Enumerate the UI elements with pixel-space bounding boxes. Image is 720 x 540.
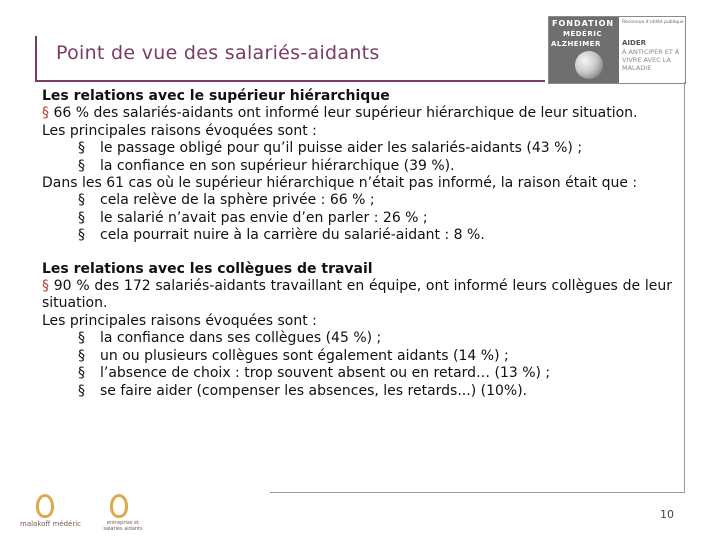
logo-line3: ALZHEIMER <box>551 40 601 48</box>
bullet-icon: § <box>78 192 85 209</box>
section1-reasons-label: Les principales raisons évoquées sont : <box>42 122 317 139</box>
logo-aider: AIDER <box>622 39 647 47</box>
list-item <box>42 227 672 244</box>
title-rule-vertical <box>35 36 37 82</box>
logo-tagline: Reconnue d'utilité publique <box>622 20 684 25</box>
section2-heading: Les relations avec les collègues de travail <box>42 260 373 277</box>
frame-right-border <box>684 82 685 492</box>
list-item-text: la confiance en son supérieur hiérarchique (39 %). <box>100 157 455 174</box>
slide-content <box>42 88 672 400</box>
logo-subtitle: À ANTICIPER ET À VIVRE AVEC LA MALADIE <box>622 48 680 73</box>
list-item-text: un ou plusieurs collègues sont également aidants (14 %) ; <box>100 347 509 364</box>
list-item-text: le passage obligé pour qu’il puisse aider les salariés-aidants (43 %) ; <box>100 140 583 157</box>
fondation-logo-mark <box>549 17 619 83</box>
bullet-icon: § <box>78 347 85 364</box>
list-item-text: le salarié n’avait pas envie d’en parler : 26 % ; <box>100 209 428 226</box>
bullet-icon: § <box>78 365 85 382</box>
bullet-icon: § <box>42 278 49 295</box>
list-item-text: cela relève de la sphère privée : 66 % ; <box>100 192 375 209</box>
fondation-logo-text <box>622 17 684 83</box>
list-item <box>42 158 672 175</box>
bullet-icon: § <box>78 227 85 244</box>
bullet-icon: § <box>78 140 85 157</box>
bullet-icon: § <box>78 157 85 174</box>
logo1-text: malakoff médéric <box>20 520 82 528</box>
bullet-icon: § <box>78 330 85 347</box>
list-item <box>42 383 672 400</box>
section1-intro <box>42 105 672 122</box>
section1-not-informed: Dans les 61 cas où le supérieur hiérarchique n’était pas informé, la raison était que : <box>42 175 638 192</box>
fondation-logo <box>548 16 686 84</box>
list-item <box>42 192 672 209</box>
list-item <box>42 330 672 347</box>
section2-intro <box>42 278 672 313</box>
bullet-icon: § <box>78 209 85 226</box>
section1-intro-text: 66 % des salariés-aidants ont informé leur supérieur hiérarchique de leur situation. <box>53 105 638 122</box>
section2-reasons-label: Les principales raisons évoquées sont : <box>42 312 317 329</box>
section-gap <box>42 245 672 261</box>
logo2-text: entreprise et salariés aidants <box>103 520 143 532</box>
frame-bottom-border <box>270 492 685 493</box>
list-item-text: la confiance dans ses collègues (45 %) ; <box>100 330 382 347</box>
sphere-icon <box>575 51 603 79</box>
page-title: Point de vue des salariés-aidants <box>56 42 380 64</box>
entreprise-aidants-logo <box>98 494 148 532</box>
list-item-text: cela pourrait nuire à la carrière du salarié-aidant : 8 %. <box>100 227 485 244</box>
logo-line2: MÉDÉRIC <box>563 30 602 38</box>
logo-line1: FONDATION <box>552 19 615 28</box>
list-item <box>42 365 672 382</box>
emblem-icon <box>110 494 128 518</box>
list-item-text: se faire aider (compenser les absences, les retards...) (10%). <box>100 382 528 399</box>
list-item-text: l’absence de choix : trop souvent absent ou en retard… (13 %) ; <box>100 365 551 382</box>
emblem-icon <box>36 494 54 518</box>
bullet-icon: § <box>42 105 49 122</box>
list-item <box>42 210 672 227</box>
list-item <box>42 140 672 157</box>
section2-intro-text: 90 % des 172 salariés-aidants travaillant en équipe, ont informé leurs collègues de leur situation. <box>42 278 672 312</box>
section1-heading: Les relations avec le supérieur hiérarchique <box>42 88 390 104</box>
bullet-icon: § <box>78 382 85 399</box>
page-number: 10 <box>660 508 674 521</box>
malakoff-mederic-logo <box>20 494 86 532</box>
title-rule-horizontal <box>35 80 545 82</box>
list-item <box>42 348 672 365</box>
